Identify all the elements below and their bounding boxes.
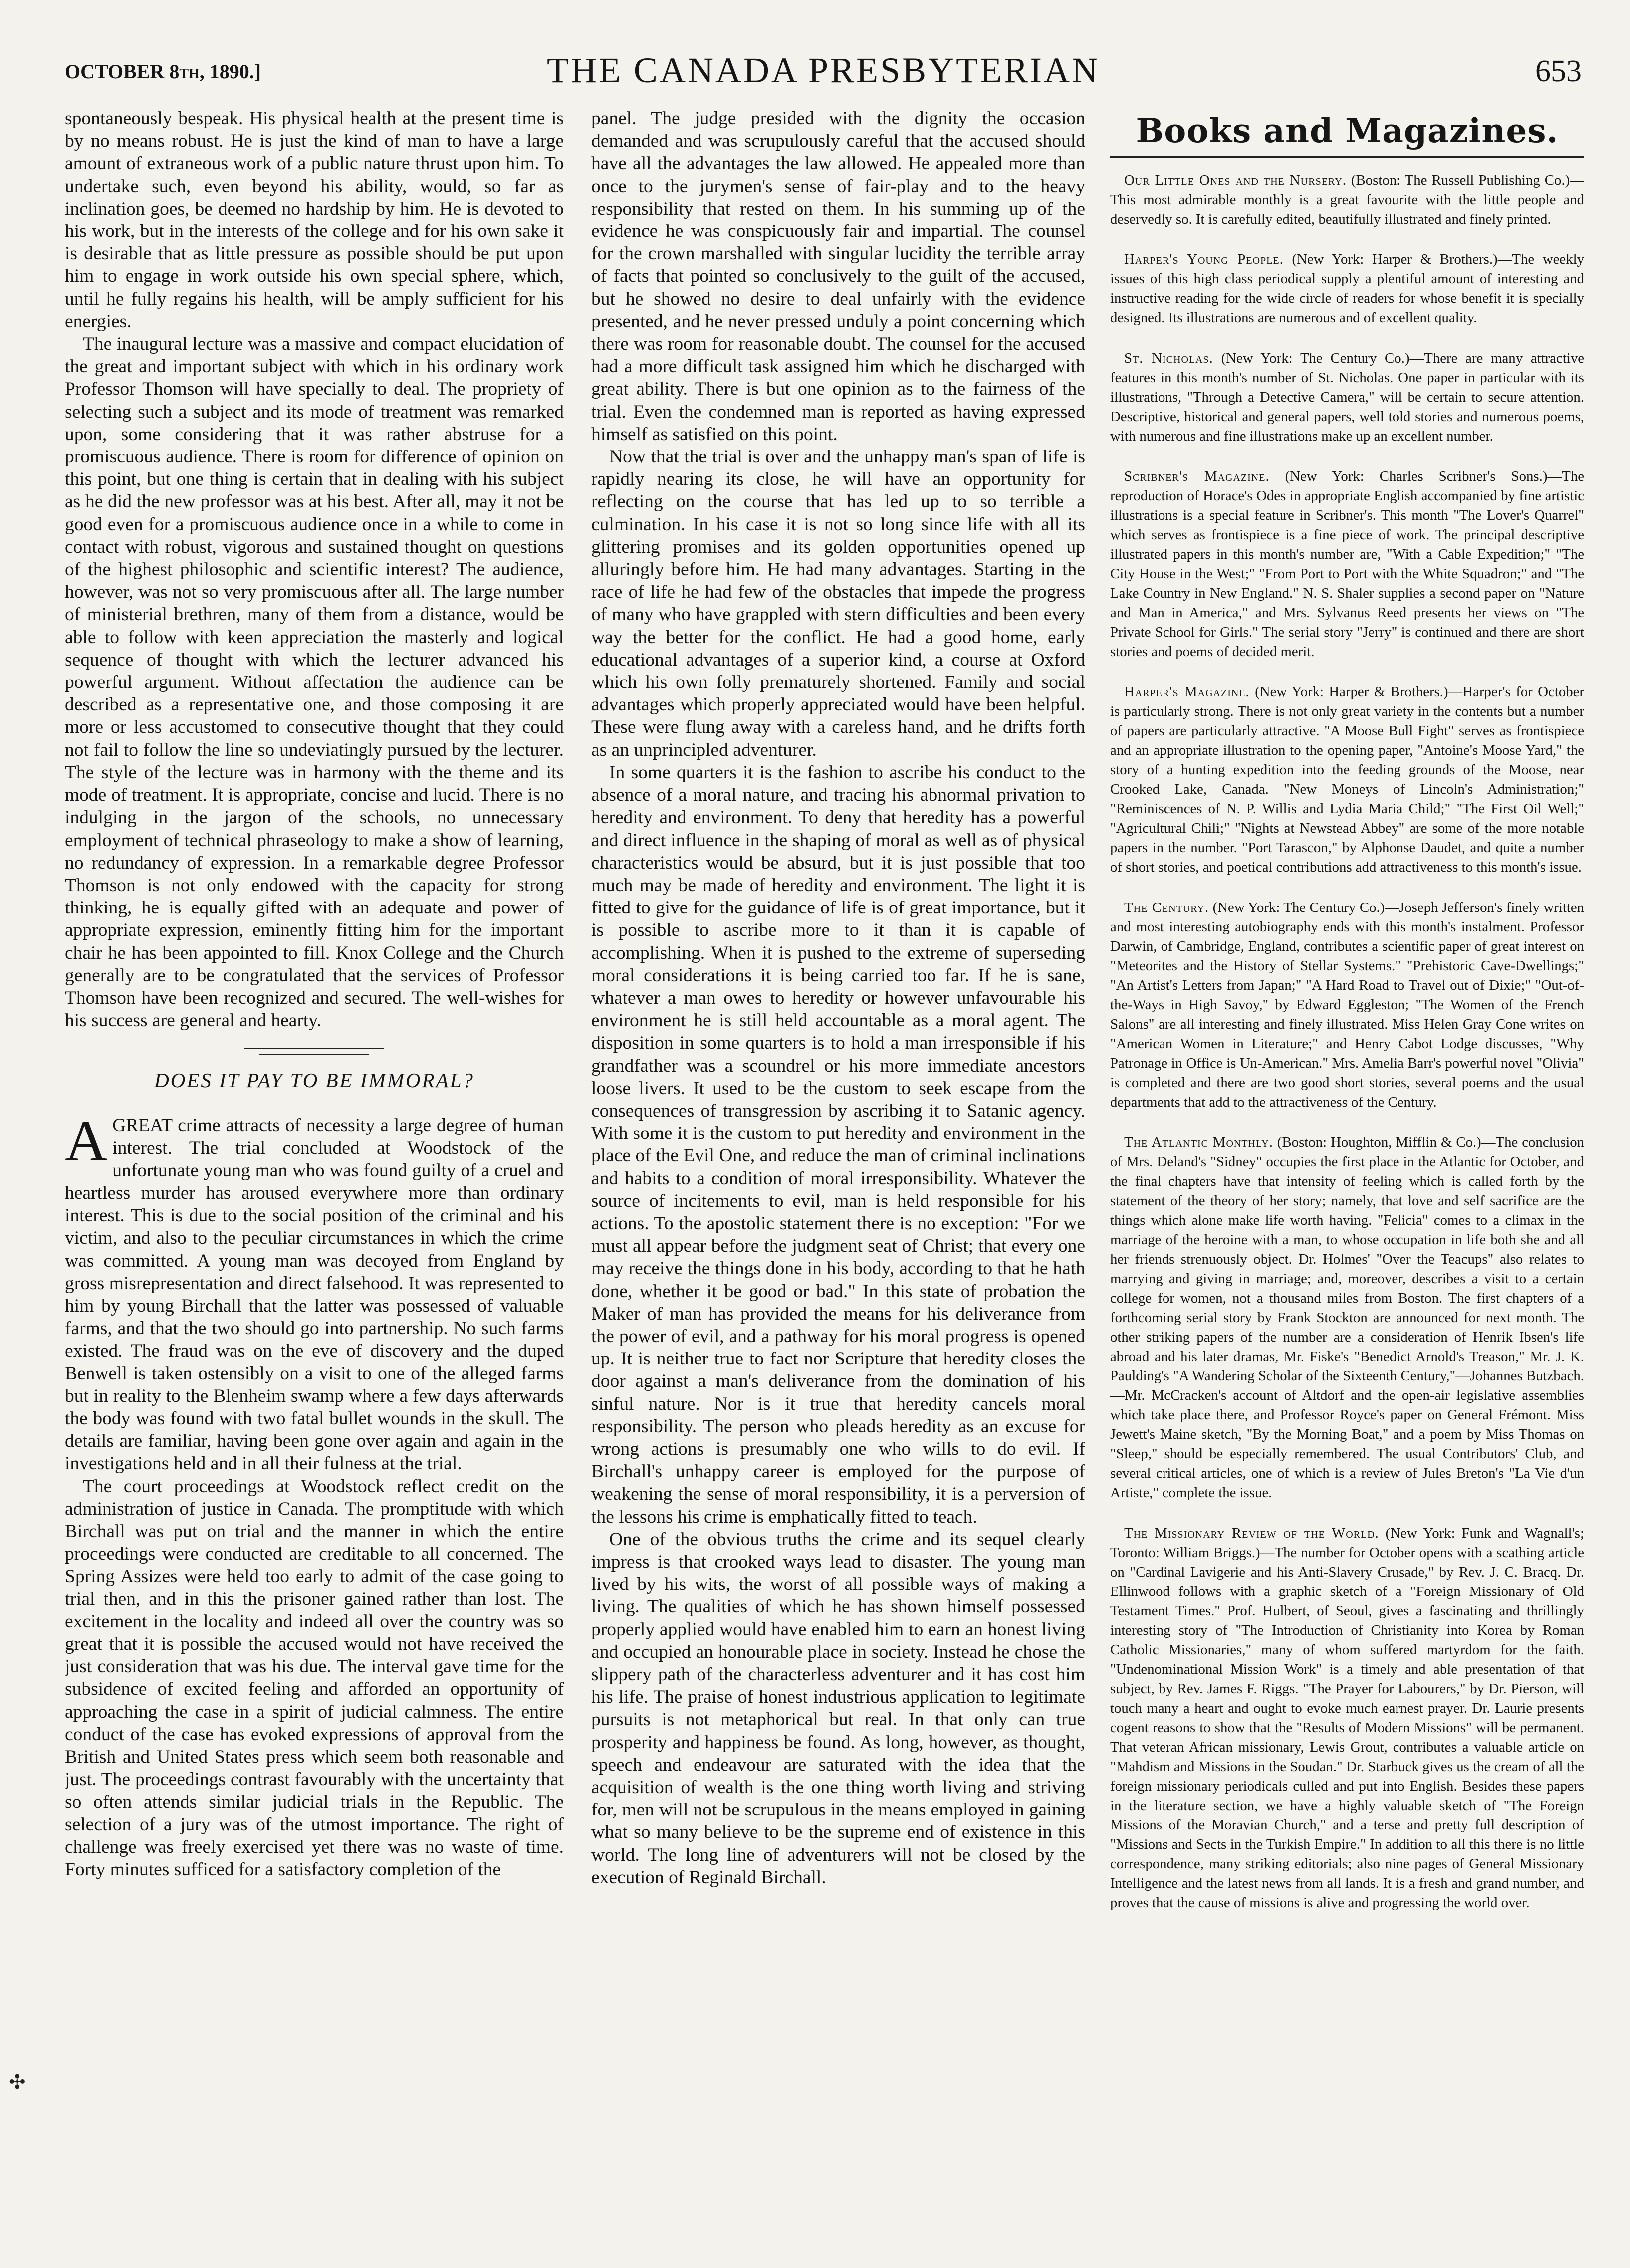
review-title: Scribner's Magazine. [1124, 468, 1270, 484]
review-title: Harper's Magazine. [1124, 684, 1250, 700]
section-divider [244, 1048, 384, 1049]
review-the-century [1110, 898, 1584, 1112]
page-number: 653 [1535, 54, 1582, 88]
review-text: (New York: The Century Co.)—Joseph Jefferson's finely written and most interesting autobiography ends with this month's instalment. Professor Darwin, of Cambridge, England, contributes a scientific paper of great interest on "Meteorites and the History of Stellar Systems." "Prehistoric Cave-Dwellings;" "An Artist's Letters from Japan;" "A Hard Road to Travel out of Dixie;" "Out-of-the-Ways in High Savoy," by Edward Eggleston; "The Women of the French Salons" are all interesting and finely illustrated. Miss Helen Gray Cone writes on "American Women in Literature;" and Henry Cabot Lodge discusses, "Why Patronage in Office is Un-American." Mrs. Amelia Barr's powerful novel "Olivia" is completed and there are two good short stories, several poems and the usual departments that add to the attractiveness of the Century. [1110, 900, 1584, 1110]
review-title: The Century. [1124, 900, 1209, 915]
binding-mark: ✣ [9, 2071, 26, 2093]
review-text: (New York: Funk and Wagnall's; Toronto: William Briggs.)—The number for October opens with a scathing article on "Cardinal Lavigerie and his Anti-Slavery Crusade," by Rev. J. C. Bracq. Dr. Ellinwood follows with a graphic sketch of a "Foreign Missionary of Old Testament Times." Prof. Hulbert, of Seoul, gives a fascinating and thrillingly interesting story of "The Introduction of Christianity into Korea by Roman Catholic Missionaries," many of whom suffered martyrdom for the faith. "Undenominational Mission Work" is a timely and able presentation of that subject, by Rev. James F. Riggs. "The Prayer for Labourers," by Dr. Pierson, will touch many a heart and ought to evoke much earnest prayer. Dr. Laurie presents cogent reasons to show that the "Results of Modern Missions" will be permanent. That veteran African missionary, Lewis Grout, contributes a valuable article on "Mahdism and Missions in the Soudan." Dr. Starbuck gives us the cream of all the foreign missionary periodicals culled and put into English. Besides these papers in the literature section, we have a highly valuable sketch of "The Foreign Missions of the Moravian Church," and a terse and pretty full description of "Missions and Sects in the Turkish Empire." In addition to all this there is no little correspondence, many striking editorials; also nine pages of General Missionary Intelligence and the latest news from all lands. It is a fresh and grand number, and proves that the cause of missions is alive and progressing the world over. [1110, 1525, 1584, 1911]
article-paragraph: panel. The judge presided with the dignity the occasion demanded and was scrupulously careful that the accused should have all the advantages the law allowed. He appealed more than once to the jurymen's sense of fair-play and to the heavy responsibility that rested on them. In his summing up of the evidence he was conspicuously fair and impartial. The counsel for the crown marshalled with singular lucidity the terrible array of facts that pointed so conclusively to the guilt of the accused, but he showed no desire to deal unfairly with the evidence presented, and he never pressed unduly a point concerning which there was room for reasonable doubt. The counsel for the accused had a more difficult task assigned him which he discharged with great ability. There is but one opinion as to the fairness of the trial. Even the condemned man is reported as having expressed himself as satisfied on this point. [591, 108, 1085, 445]
article-paragraph: The court proceedings at Woodstock reflect credit on the administration of justice in Canada. The promptitude with which Birchall was put on trial and the manner in which the entire proceedings were conducted are creditable to all concerned. The Spring Assizes were held too early to admit of the case going to trial then, and in this the prisoner gained rather than lost. The excitement in the locality and indeed all over the country was so great that it is possible the accused would not have received the just consideration that was his due. The interval gave time for the subsidence of excited feeling and afforded an opportunity of approaching the case in a spirit of judicial calmness. The entire conduct of the case has evoked expressions of approval from the British and United States press which seem both reasonable and just. The proceedings contrast favourably with the uncertainty that so often attends similar judicial trials in the Republic. The selection of a jury was of the utmost importance. The right of challenge was freely exercised yet there was no waste of time. Forty minutes sufficed for a satisfactory completion of the [65, 1476, 564, 1880]
review-missionary-review [1110, 1524, 1584, 1913]
review-harpers-magazine [1110, 682, 1584, 877]
review-title: Our Little Ones and the Nursery. [1124, 172, 1347, 188]
review-title: Harper's Young People. [1124, 251, 1284, 267]
article-lead-paragraph [65, 1108, 564, 1475]
review-text: (Boston: The Russell Publishing Co.)—This most admirable monthly is a great favourite with the little people and deservedly so. It is carefully edited, beautifully illustrated and finely printed. [1110, 172, 1584, 227]
review-title: St. Nicholas. [1124, 350, 1213, 366]
newspaper-title: THE CANADA PRESBYTERIAN [546, 50, 1100, 90]
review-title: The Atlantic Monthly. [1124, 1134, 1273, 1150]
issue-date: OCTOBER 8th, 1890.] [65, 60, 261, 83]
section-divider [259, 1054, 369, 1055]
column-2 [591, 107, 1085, 2253]
review-text: (New York: Harper & Brothers.)—The weekly issues of this high class periodical supply a plentiful amount of interesting and instructive reading for the wide circle of readers for whose benefit it is specially designed. Its illustrations are numerous and of excellent quality. [1110, 251, 1584, 326]
lead-text: GREAT crime attracts of necessity a large degree of human interest. The trial concluded at Woodstock of the unfortunate young man who was found guilty of a cruel and heartless murder has aroused everywhere more than ordinary interest. This is due to the social position of the criminal and his victim, and also to the peculiar circumstances in which the crime was committed. A young man was decoyed from England by gross misrepresentation and direct falsehood. It was represented to him by young Birchall that the latter was possessed of valuable farms, and that the two should go into partnership. No such farms existed. The fraud was on the eve of discovery and the duped Benwell is taken ostensibly on a visit to one of the alleged farms but in reality to the Blenheim swamp where a few days afterwards the body was found with two fatal bullet wounds in the skull. The details are familiar, having been gone over again and again in the investigations held and in all their fulness at the trial. [65, 1115, 564, 1474]
heading-rule [1110, 156, 1584, 158]
article-paragraph: One of the obvious truths the crime and its sequel clearly impress is that crooked ways lead to disaster. The young man lived by his wits, the worst of all possible ways of making a living. The qualities of which he has shown himself possessed properly applied would have enabled him to earn an honest living and occupied an honourable place in society. Instead he chose the slippery path of the characterless adventurer and it has cost him his life. The praise of honest industrious application to legitimate pursuits is not metaphorical but real. In that only can true prosperity and happiness be found. As long, however, as thought, speech and endeavour are saturated with the idea that the acquisition of wealth is the one thing worth living and striving for, men will not be scrupulous in the means employed in gaining what so many believe to be the supreme end of existence in this world. The long line of adventurers will not be closed by the execution of Reginald Birchall. [591, 1529, 1085, 1888]
column-1 [65, 107, 564, 2253]
column-3 [1110, 107, 1584, 2253]
review-scribners-magazine [1110, 467, 1584, 662]
review-text: (New York: Harper & Brothers.)—Harper's for October is particularly strong. There is not only great variety in the contents but a number of papers are particularly attractive. "A Moose Bull Fight" serves as frontispiece and an appropriate illustration to the opening paper, "Antoine's Moose Yard," the story of a hunting expedition into the feeding grounds of the Moose, near Crooked Lake, Canada. "New Moneys of Lincoln's Administration;" "Reminiscences of N. P. Willis and Lydia Maria Child;" "The First Oil Well;" "Agricultural Chili;" "Nights at Newstead Abbey" are some of the more notable papers in the number. "Port Tarascon," by Alphonse Daudet, and quite a number of short stories, and poetical contributions add attractiveness to this month's issue. [1110, 684, 1584, 875]
article-paragraph: spontaneously bespeak. His physical health at the present time is by no means robust. He is just the kind of man to have a large amount of extraneous work of a public nature thrust upon him. To undertake such, even beyond his ability, would, so far as inclination goes, be deemed no hardship by him. He is devoted to his work, but in the interests of the college and for his own sake it is desirable that as little pressure as possible should be put upon him to engage in work outside his own special sphere, which, until he fully regains his health, will be amply sufficient for his energies. [65, 108, 564, 332]
review-harpers-young-people [1110, 250, 1584, 328]
review-text: (Boston: Houghton, Mifflin & Co.)—The conclusion of Mrs. Deland's "Sidney" occupies the first place in the Atlantic for October, and the final chapters have that intensity of feeling which is called forth by the statement of the theory of her story; namely, that love and self sacrifice are the things which alone make life worth having. "Felicia" comes to a climax in the marriage of the heroine with a man, to whose occupation in life both she and all her friends strenuously object. Dr. Holmes' "Over the Teacups" also relates to marrying and giving in marriage; and, moreover, describes a visit to a certain college for women, not a thousand miles from Boston. The first chapters of a forthcoming serial story by Frank Stockton are announced for next month. The other striking papers of the number are a consideration of Henrik Ibsen's life abroad and his later dramas, Mr. Fiske's "Benedict Arnold's Treason," Mr. J. K. Paulding's "A Wandering Scholar of the Sixteenth Century,"—Johannes Butzbach.—Mr. McCracken's account of Altdorf and the open-air legislative assemblies which take place there, and Professor Royce's paper on General Frémont. Miss Jewett's Maine sketch, "By the Morning Boat," and a poem by Miss Thomas on "Sleep," should be especially remembered. The usual Contributors' Club, and several critical articles, one of which is a review of Jules Breton's "La Vie d'un Artiste," complete the issue. [1110, 1134, 1584, 1501]
drop-cap: A [65, 1108, 108, 1174]
review-st-nicholas [1110, 349, 1584, 446]
article-paragraph: In some quarters it is the fashion to ascribe his conduct to the absence of a moral nature, and tracing his abnormal privation to heredity and environment. To deny that heredity has a powerful and direct influence in the shaping of moral as well as of physical characteristics would be absurd, but it is just possible that too much may be made of heredity and environment. The light it is fitted to give for the guidance of life is of great importance, but it is possible to ascribe more to it than it is capable of accomplishing. When it is pushed to the extreme of superseding moral considerations it is being carried too far. If he is sane, whatever a man owes to heredity or however unfavourable his environment he is still held accountable as a moral agent. The disposition in some quarters is to hold a man irresponsible if his grandfather was a scoundrel or his more immediate ancestors loose livers. It used to be the custom to seek escape from the consequences of transgression by ascribing it to Satanic agency. With some it is the custom to put heredity and environment in the place of the Evil One, and reduce the man of criminal inclinations and habits to a condition of moral irresponsibility. Whatever the source of incitements to evil, man is held responsible for his actions. To the apostolic statement there is no exception: "For we must all appear before the judgment seat of Christ; that every one may receive the things done in his body, according to that he hath done, whether it be good or bad." In this state of probation the Maker of man has provided the means for his deliverance from the power of evil, and a pathway for his moral progress is opened up. It is neither true to fact nor Scripture that heredity closes the door against a man's deliverance from the domination of his sinful nature. Nor is it true that heredity cancels moral responsibility. The person who pleads heredity as an excuse for wrong actions is presumably one who wills to do evil. If Birchall's unhappy career is employed for the purpose of weakening the sense of moral responsibility, it is a perversion of the lessons his crime is emphatically fitted to teach. [591, 762, 1085, 1527]
review-our-little-ones [1110, 171, 1584, 229]
masthead [65, 35, 1582, 90]
review-text: (New York: Charles Scribner's Sons.)—The reproduction of Horace's Odes in appropriate English accompanied by fine artistic illustrations is a special feature in Scribner's. This month "The Lover's Quarrel" which serves as frontispiece is a fine piece of work. The principal descriptive illustrated papers in this month's number are, "With a Cable Expedition;" "The City House in the West;" "From Port to Port with the White Squadron;" and "The Lake Country in New England." N. S. Shaler supplies a second paper on "Nature and Man in America," and Mrs. Sylvanus Reed presents her views on "The Private School for Girls." The serial story "Jerry" is continued and there are short stories and poems of decided merit. [1110, 468, 1584, 660]
section-heading: DOES IT PAY TO BE IMMORAL? [154, 1069, 474, 1092]
review-text: (New York: The Century Co.)—There are many attractive features in this month's number of St. Nicholas. One paper in particular with its illustrations, "Through a Detective Camera," will be certain to secure attention. Descriptive, historical and general papers, well told stories and numerous poems, with numerous and fine illustrations make up an excellent number. [1110, 350, 1584, 444]
article-paragraph: The inaugural lecture was a massive and compact elucidation of the great and important subject with which in his ordinary work Professor Thomson will have specially to deal. The propriety of selecting such a subject and its mode of treatment was remarked upon, some considering that it was rather abstruse for a promiscuous audience. There is room for difference of opinion on this point, but one thing is certain that in dealing with his subject as he did the new professor was at his best. After all, may it not be good even for a promiscuous audience once in a while to come in contact with robust, vigorous and sustained thought on questions of the highest philosophic and scientific interest? The audience, however, was not so very promiscuous after all. The large number of ministerial brethren, many of them from a distance, would be able to follow with keen appreciation the masterly and logical sequence of thought with which the lecturer advanced his powerful argument. Without affectation the audience can be described as a representative one, and those composing it are more or less accustomed to consecutive thought that they could not fail to follow the line so undeviatingly pursued by the lecturer. The style of the lecture was in harmony with the theme and its mode of treatment. It is appropriate, concise and lucid. There is no indulging in the jargon of the schools, no unnecessary employment of technical phraseology to make a show of learning, no redundancy of expression. In a remarkable degree Professor Thomson is not only endowed with the capacity for strong thinking, he is equally gifted with an adequate and power of appropriate expression, eminently fitting him for the important chair he has been appointed to fill. Knox College and the Church generally are to be congratulated that the services of Professor Thomson have been recognized and secured. The well-wishes for his success are general and hearty. [65, 334, 564, 1031]
books-and-magazines-heading: Books and Magazines. [1136, 111, 1559, 150]
review-title: The Missionary Review of the World. [1124, 1525, 1379, 1541]
review-atlantic-monthly [1110, 1133, 1584, 1503]
article-paragraph: Now that the trial is over and the unhappy man's span of life is rapidly nearing its close, he will have an opportunity for reflecting on the course that has led up to so terrible a culmination. In his case it is not so long since life with all its glittering promises and its golden opportunities opened up alluringly before him. He had many advantages. Starting in the race of life he had few of the obstacles that impede the progress of many who have grappled with stern difficulties and been every way the better for the conflict. He had a good home, early educational advantages of a superior kind, a course at Oxford which his own folly prematurely shortened. Family and social advantages which properly appreciated would have been helpful. These were flung away with a careless hand, and he drifts forth as an unprincipled adventurer. [591, 447, 1085, 760]
